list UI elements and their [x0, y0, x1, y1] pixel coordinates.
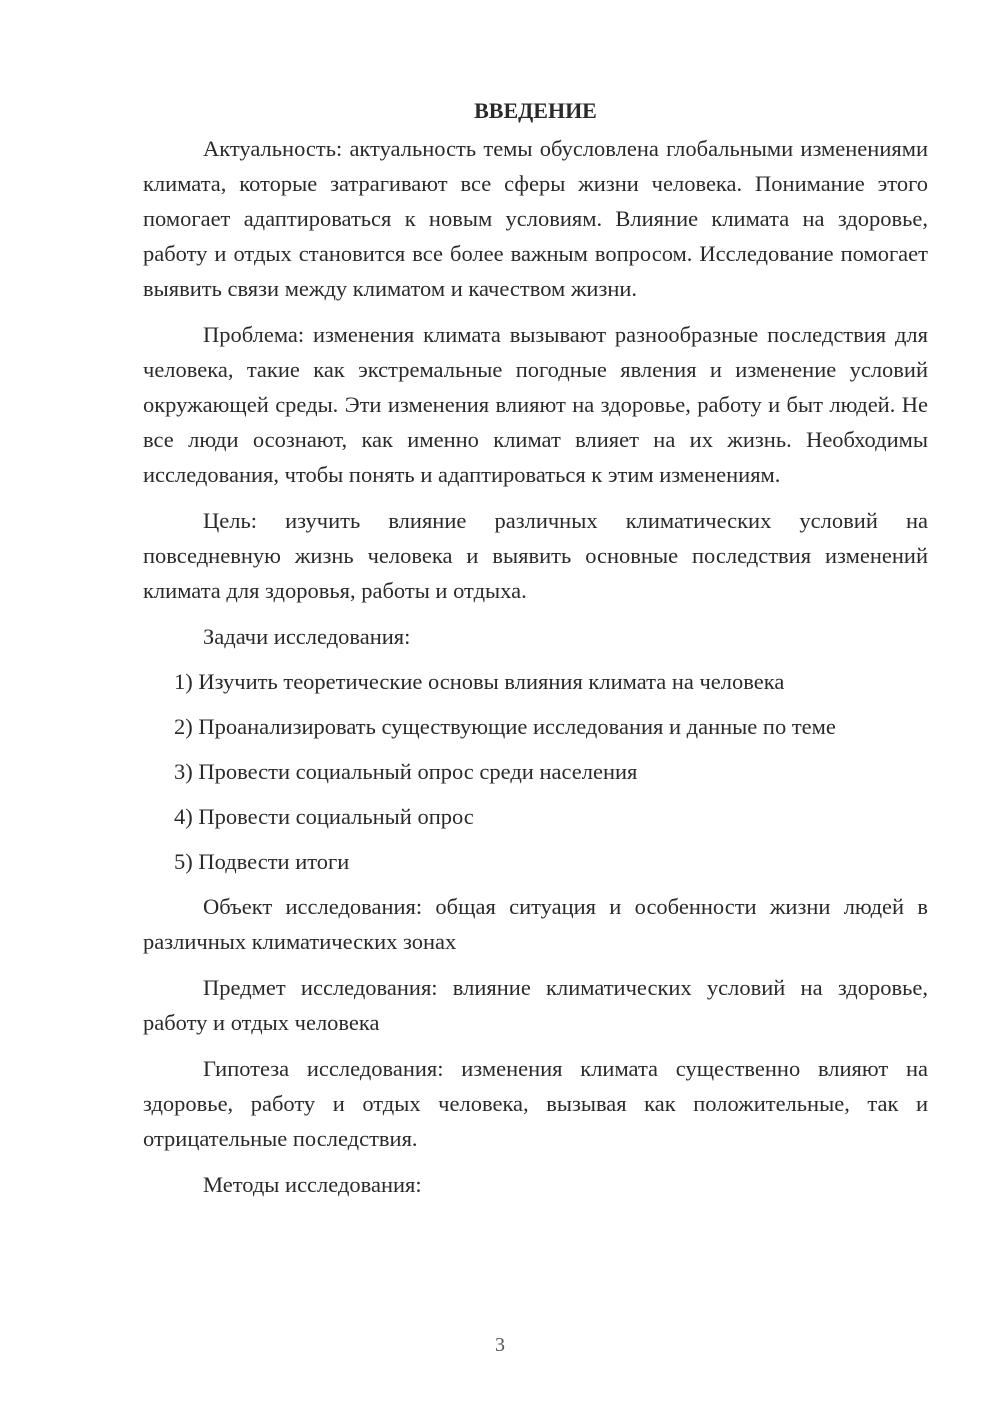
section-heading: ВВЕДЕНИЕ — [474, 98, 597, 123]
tasks-title: Задачи исследования: — [203, 624, 411, 649]
paragraph-goal: Цель: изучить влияние различных климатических условий на повседневную жизнь человека и выявить основные последствия изменений климата для здоровья, работы и отдыха. — [143, 508, 928, 603]
paragraph-hypothesis: Гипотеза исследования: изменения климата существенно влияют на здоровье, работу и отдых человека, вызывая как положительные, так и отрицательные последствия. — [143, 1056, 928, 1151]
methods-title: Методы исследования: — [203, 1172, 422, 1197]
paragraph-subject: Предмет исследования: влияние климатических условий на здоровье, работу и отдых человека — [143, 975, 928, 1035]
paragraph-problem: Проблема: изменения климата вызывают разнообразные последствия для человека, такие как экстремальные погодные явления и изменение условий окружающей среды. Эти изменения влияют на здоровье, работу и быт людей. Не все люди осознают, как именно климат влияет на их жизнь. Необходимы исследования, чтобы понять и адаптироваться к этим изменениям. — [143, 322, 928, 487]
list-item: 1) Изучить теоретические основы влияния климата на человека — [174, 669, 785, 694]
list-item: 2) Проанализировать существующие исследования и данные по теме — [174, 714, 836, 739]
paragraph-object: Объект исследования: общая ситуация и особенности жизни людей в различных климатических зонах — [143, 894, 928, 954]
list-item: 4) Провести социальный опрос — [174, 804, 474, 829]
list-item: 3) Провести социальный опрос среди населения — [174, 759, 638, 784]
paragraph-relevance: Актуальность: актуальность темы обусловлена глобальными изменениями климата, которые затрагивают все сферы жизни человека. Понимание этого помогает адаптироваться к новым условиям. Влияние климата на здоровье, работу и отдых становится все более важным вопросом. Исследование помогает выявить связи между климатом и качеством жизни. — [143, 136, 928, 301]
tasks-list — [143, 664, 928, 879]
page-number: 3 — [495, 1334, 505, 1356]
list-item: 5) Подвести итоги — [174, 849, 350, 874]
document-page — [143, 96, 928, 1212]
